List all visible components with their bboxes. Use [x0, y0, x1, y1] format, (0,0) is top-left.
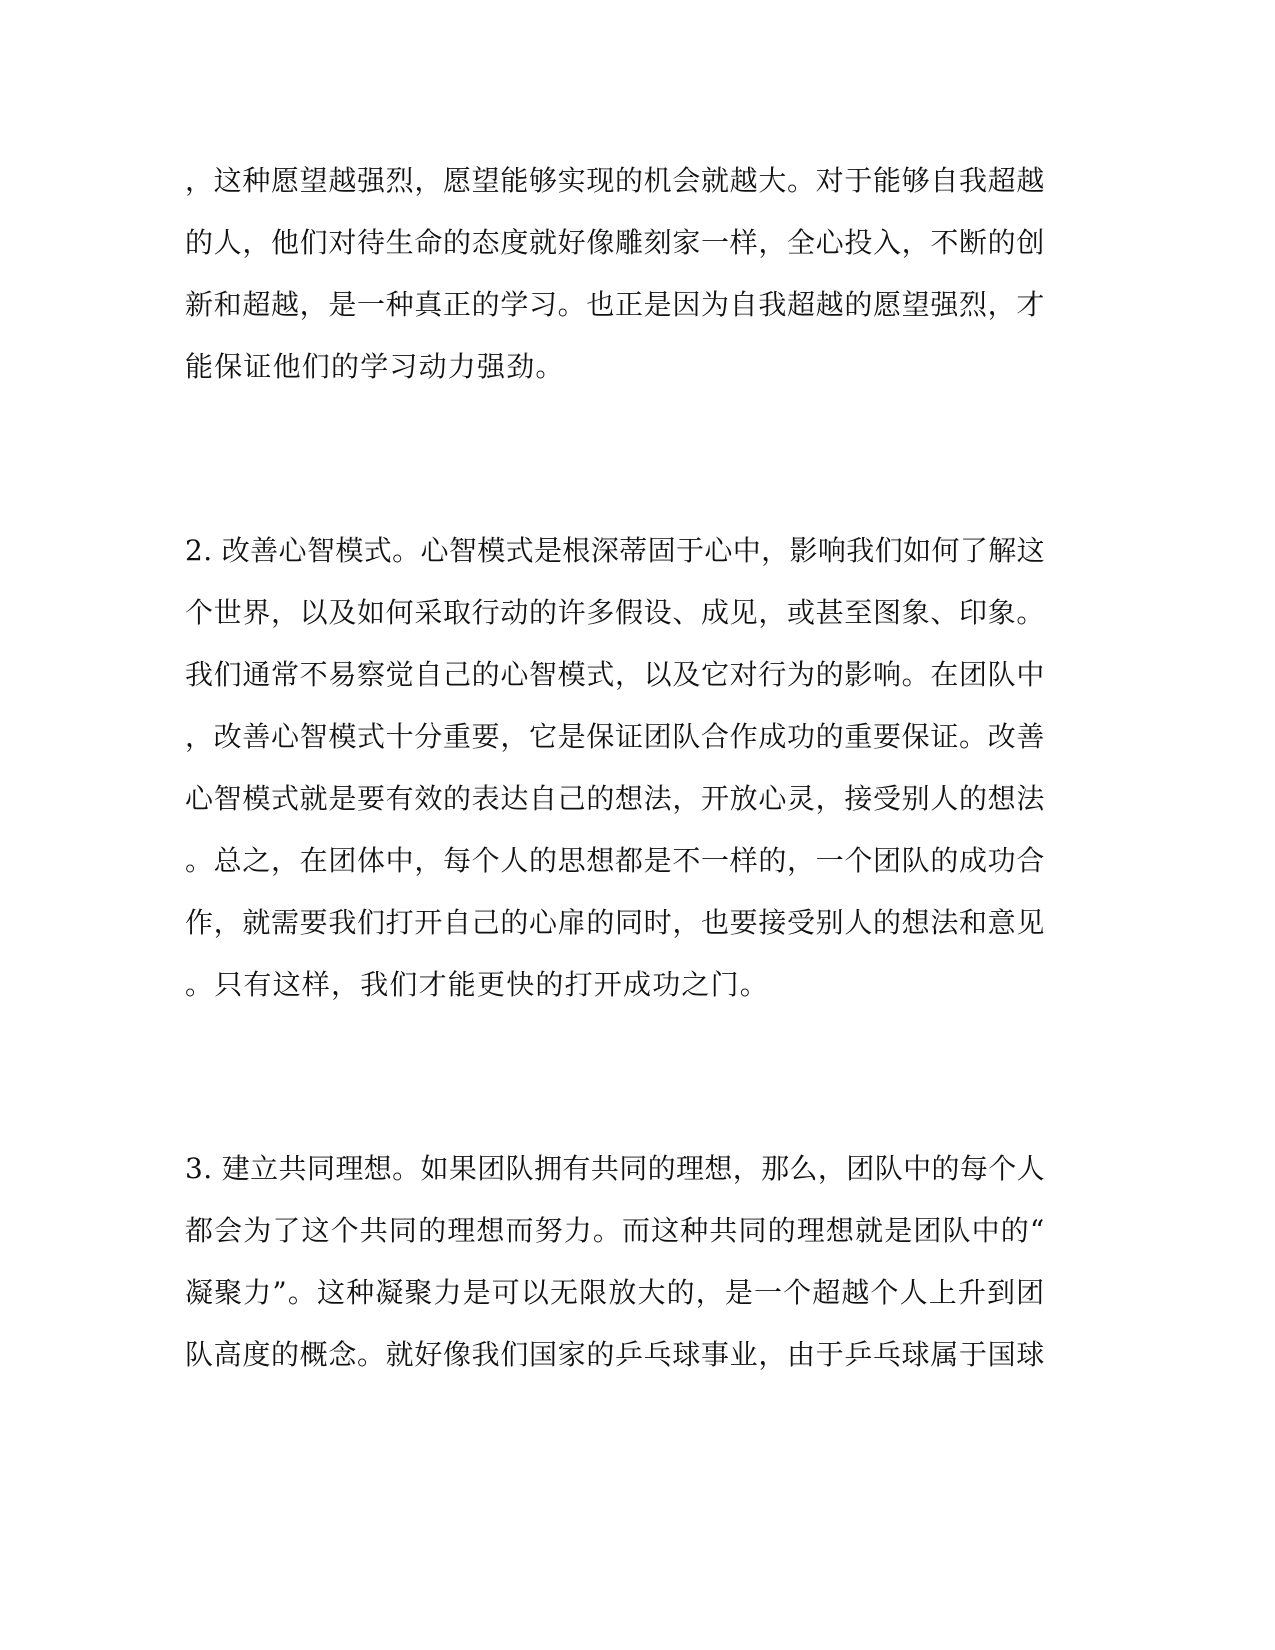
paragraph-mental-models [185, 520, 1045, 1016]
text-line: 2. 改善心智模式。心智模式是根深蒂固于心中，影响我们如何了解这 [185, 534, 1046, 567]
text-line: 。只有这样，我们才能更快的打开成功之门。 [185, 968, 770, 1001]
text-line: ，改善心智模式十分重要，它是保证团队合作成功的重要保证。改善 [185, 720, 1046, 753]
text-line: 个世界，以及如何采取行动的许多假设、成见，或甚至图象、印象。 [185, 596, 1046, 629]
text-line: 队高度的概念。就好像我们国家的乒乓球事业，由于乒乓球属于国球 [185, 1338, 1046, 1371]
text-line: 凝聚力”。这种凝聚力是可以无限放大的，是一个超越个人上升到团 [185, 1276, 1046, 1309]
text-line: 我们通常不易察觉自己的心智模式，以及它对行为的影响。在团队中 [185, 658, 1046, 691]
paragraph-self-transcendence [185, 150, 1045, 398]
text-line: 3. 建立共同理想。如果团队拥有共同的理想，那么，团队中的每个人 [185, 1152, 1046, 1185]
text-line: 的人，他们对待生命的态度就好像雕刻家一样，全心投入，不断的创 [185, 226, 1046, 259]
text-line: 都会为了这个共同的理想而努力。而这种共同的理想就是团队中的“ [185, 1214, 1046, 1247]
text-line: 新和超越，是一种真正的学习。也正是因为自我超越的愿望强烈，才 [185, 288, 1046, 321]
text-line: 作，就需要我们打开自己的心扉的同时，也要接受别人的想法和意见 [185, 906, 1046, 939]
text-line: 心智模式就是要有效的表达自己的想法，开放心灵，接受别人的想法 [185, 782, 1046, 815]
paragraph-shared-vision [185, 1138, 1045, 1386]
text-line: 能保证他们的学习动力强劲。 [185, 350, 565, 383]
text-line: 。总之，在团体中，每个人的思想都是不一样的，一个团队的成功合 [185, 844, 1046, 877]
text-line: ，这种愿望越强烈，愿望能够实现的机会就越大。对于能够自我超越 [185, 164, 1046, 197]
